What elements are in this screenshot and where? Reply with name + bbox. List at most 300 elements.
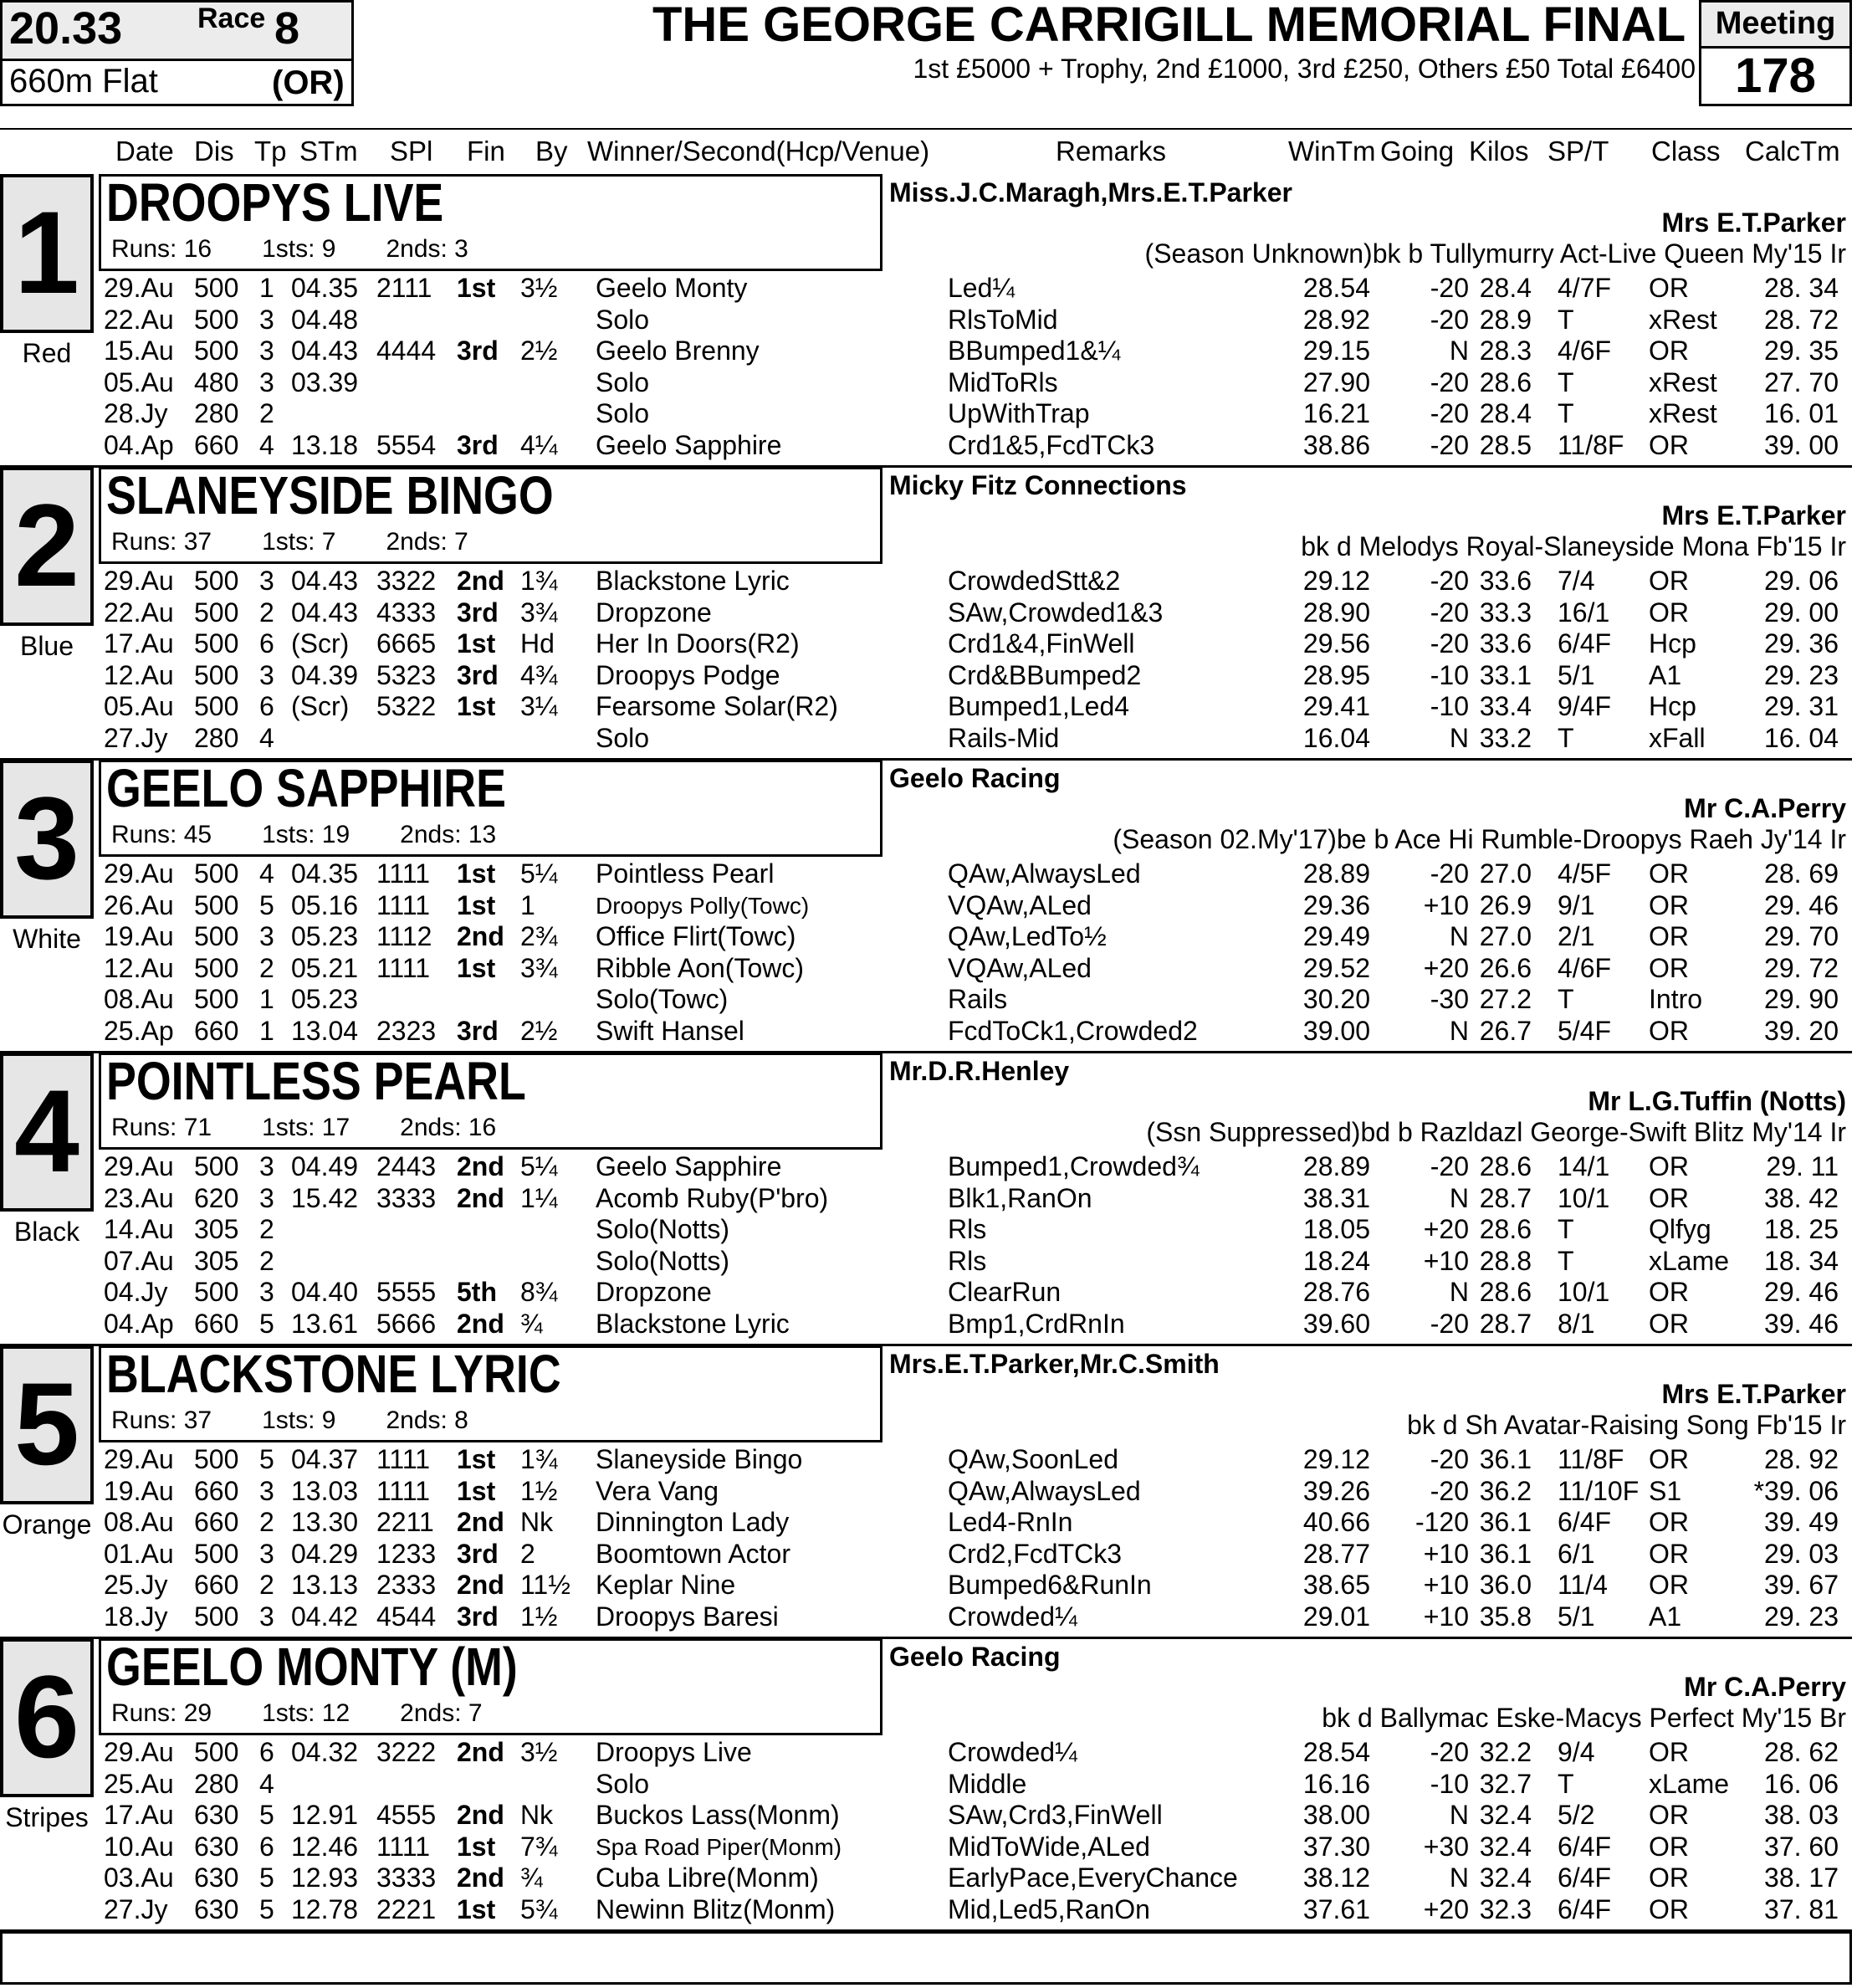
form-date: 15.Au — [104, 336, 174, 366]
record-firsts: 1sts: 9 — [262, 235, 336, 263]
form-positions: 3222 — [376, 1737, 437, 1767]
runner-record — [111, 528, 519, 556]
form-kilos: 28.6 — [1479, 1214, 1532, 1244]
form-positions: 3333 — [376, 1862, 437, 1893]
form-by: 3¾ — [520, 952, 558, 983]
form-finish: 1st — [457, 1444, 496, 1474]
form-trap: 3 — [259, 921, 274, 951]
form-distance: 500 — [194, 889, 239, 920]
form-win-time: 38.12 — [1302, 1862, 1370, 1893]
form-by: 1½ — [520, 1601, 558, 1632]
form-sectional: 05.23 — [291, 921, 359, 951]
form-positions: 5554 — [376, 429, 437, 460]
form-winner: Fearsome Solar(R2) — [596, 691, 838, 721]
form-kilos: 28.8 — [1479, 1245, 1532, 1276]
form-by: Nk — [520, 1507, 554, 1537]
form-trap: 3 — [259, 566, 274, 596]
form-class: A1 — [1649, 1601, 1682, 1632]
form-going: N — [1449, 722, 1469, 753]
form-going: -10 — [1430, 691, 1469, 721]
form-calc-time: 29. 90 — [1764, 984, 1839, 1014]
form-sp: T — [1558, 398, 1574, 428]
race-info-box — [0, 0, 354, 106]
form-going: N — [1449, 1015, 1469, 1046]
form-going: -20 — [1430, 366, 1469, 397]
form-kilos: 36.0 — [1479, 1570, 1532, 1600]
hdr-stm: STm — [299, 136, 358, 167]
form-sectional: 04.49 — [291, 1151, 359, 1181]
trap-colour: Orange — [2, 1509, 92, 1540]
form-sp: 14/1 — [1558, 1151, 1610, 1181]
form-remarks: FcdToCk1,Crowded2 — [948, 1015, 1198, 1046]
form-date: 01.Au — [104, 1538, 174, 1569]
form-distance: 500 — [194, 1444, 239, 1474]
form-sp: 5/1 — [1558, 659, 1595, 690]
record-firsts: 1sts: 19 — [262, 821, 350, 848]
form-by: Nk — [520, 1800, 554, 1830]
form-sp: 4/6F — [1558, 336, 1612, 366]
form-date: 29.Au — [104, 566, 174, 596]
form-by: 3¾ — [520, 597, 558, 628]
form-by: 2¾ — [520, 921, 558, 951]
form-calc-time: 16. 01 — [1764, 398, 1839, 428]
form-sp: T — [1558, 1214, 1574, 1244]
trap-colour: White — [13, 924, 81, 954]
form-calc-time: 29. 23 — [1764, 1601, 1839, 1632]
form-by: 4¾ — [520, 659, 558, 690]
form-by: 7¾ — [520, 1831, 558, 1862]
form-kilos: 32.4 — [1479, 1862, 1532, 1893]
form-kilos: 36.1 — [1479, 1538, 1532, 1569]
runner-record — [111, 821, 546, 849]
form-class: OR — [1649, 952, 1689, 983]
form-sectional: 05.23 — [291, 984, 359, 1014]
form-remarks: CrowdedStt&2 — [948, 566, 1121, 596]
form-by: 3½ — [520, 1737, 558, 1767]
form-distance: 305 — [194, 1214, 239, 1244]
form-sectional: 04.43 — [291, 336, 359, 366]
form-date: 19.Au — [104, 1475, 174, 1506]
form-finish: 1st — [457, 858, 496, 889]
form-date: 14.Au — [104, 1214, 174, 1244]
form-going: N — [1449, 921, 1469, 951]
form-class: xLame — [1649, 1768, 1730, 1799]
form-positions: 1112 — [376, 921, 432, 951]
form-going: -20 — [1430, 429, 1469, 460]
form-trap: 3 — [259, 366, 274, 397]
form-distance: 630 — [194, 1862, 239, 1893]
form-win-time: 29.12 — [1302, 566, 1370, 596]
form-distance: 500 — [194, 952, 239, 983]
form-trap: 2 — [259, 1570, 274, 1600]
record-runs: Runs: 37 — [111, 1406, 212, 1434]
form-finish: 1st — [457, 691, 496, 721]
form-calc-time: 29. 46 — [1764, 1277, 1839, 1307]
form-date: 29.Au — [104, 858, 174, 889]
form-positions: 2221 — [376, 1893, 437, 1924]
record-seconds: 2nds: 13 — [400, 821, 497, 848]
form-calc-time: 38. 03 — [1764, 1800, 1839, 1830]
runner-owner: Geelo Racing — [889, 1642, 1061, 1672]
form-finish: 2nd — [457, 1507, 504, 1537]
hdr-kilos: Kilos — [1469, 136, 1529, 167]
race-distance: 660m Flat — [9, 63, 158, 100]
form-class: OR — [1649, 1151, 1689, 1181]
form-date: 08.Au — [104, 1507, 174, 1537]
form-sectional: 05.21 — [291, 952, 359, 983]
form-sectional: 13.61 — [291, 1308, 359, 1339]
form-date: 07.Au — [104, 1245, 174, 1276]
form-kilos: 33.4 — [1479, 691, 1532, 721]
form-trap: 3 — [259, 1601, 274, 1632]
form-class: xRest — [1649, 366, 1717, 397]
form-positions: 2211 — [376, 1507, 434, 1537]
form-calc-time: 39. 46 — [1764, 1308, 1839, 1339]
form-sectional: 04.32 — [291, 1737, 359, 1767]
record-seconds: 2nds: 16 — [400, 1114, 497, 1141]
form-sp: 5/1 — [1558, 1601, 1595, 1632]
form-sectional: 04.39 — [291, 659, 359, 690]
form-kilos: 26.9 — [1479, 889, 1532, 920]
form-distance: 500 — [194, 304, 239, 335]
form-remarks: Bumped1,Led4 — [948, 691, 1130, 721]
runner-trainer: Mrs E.T.Parker — [1661, 500, 1846, 530]
form-date: 12.Au — [104, 952, 174, 983]
form-sectional: 04.42 — [291, 1601, 359, 1632]
form-going: -120 — [1414, 1507, 1469, 1537]
runner-breeding: (Ssn Suppressed)bd b Razldazl George-Swift Blitz My'14 Ir — [1146, 1117, 1846, 1147]
form-positions: 2323 — [376, 1015, 437, 1046]
form-win-time: 38.86 — [1302, 429, 1370, 460]
form-class: OR — [1649, 566, 1689, 596]
form-date: 27.Jy — [104, 722, 168, 753]
form-trap: 1 — [259, 273, 274, 303]
form-date: 08.Au — [104, 984, 174, 1014]
form-distance: 280 — [194, 722, 239, 753]
form-win-time: 16.16 — [1302, 1768, 1370, 1799]
form-finish: 2nd — [457, 1737, 504, 1767]
form-sp: 11/8F — [1558, 429, 1624, 460]
runner-owner: Miss.J.C.Maragh,Mrs.E.T.Parker — [889, 177, 1292, 208]
form-win-time: 16.21 — [1302, 398, 1370, 428]
form-date: 03.Au — [104, 1862, 174, 1893]
form-winner: Solo — [596, 366, 650, 397]
form-sp: 6/4F — [1558, 1893, 1612, 1924]
form-class: OR — [1649, 1538, 1689, 1569]
form-going: +10 — [1423, 1538, 1469, 1569]
runner-owner: Mrs.E.T.Parker,Mr.C.Smith — [889, 1349, 1220, 1379]
form-remarks: Bumped1,Crowded¾ — [948, 1151, 1200, 1181]
footer-box — [0, 1931, 1852, 1985]
form-by: ¾ — [520, 1862, 543, 1893]
runner-name: GEELO MONTY (M) — [106, 1637, 518, 1697]
form-win-time: 28.54 — [1302, 273, 1370, 303]
form-winner: Solo — [596, 1768, 650, 1799]
form-win-time: 38.65 — [1302, 1570, 1370, 1600]
form-distance: 500 — [194, 273, 239, 303]
race-time-row — [3, 3, 351, 61]
form-by: 1¾ — [520, 1444, 558, 1474]
form-remarks: RlsToMid — [948, 304, 1058, 335]
form-win-time: 39.26 — [1302, 1475, 1370, 1506]
runner-breeding: bk d Sh Avatar-Raising Song Fb'15 Ir — [1407, 1410, 1846, 1440]
form-calc-time: 29. 72 — [1764, 952, 1839, 983]
form-trap: 5 — [259, 1862, 274, 1893]
form-finish: 1st — [457, 1893, 496, 1924]
form-by: 11½ — [520, 1570, 570, 1600]
form-sp: 11/8F — [1558, 1444, 1624, 1474]
runner-owner: Geelo Racing — [889, 763, 1061, 793]
form-winner: Droopys Podge — [596, 659, 780, 690]
form-sectional: 04.29 — [291, 1538, 359, 1569]
form-class: OR — [1649, 858, 1689, 889]
form-calc-time: 29. 70 — [1764, 921, 1839, 951]
form-win-time: 30.20 — [1302, 984, 1370, 1014]
form-finish: 2nd — [457, 1800, 504, 1830]
form-kilos: 28.3 — [1479, 336, 1532, 366]
form-trap: 2 — [259, 398, 274, 428]
form-positions: 4544 — [376, 1601, 437, 1632]
form-finish: 3rd — [457, 1015, 499, 1046]
form-finish: 3rd — [457, 659, 499, 690]
form-positions: 4444 — [376, 336, 437, 366]
form-sp: 6/4F — [1558, 1507, 1612, 1537]
runner-trainer: Mrs E.T.Parker — [1661, 1379, 1846, 1409]
form-positions: 5555 — [376, 1277, 437, 1307]
form-by: 1¼ — [520, 1182, 558, 1213]
form-calc-time: 18. 25 — [1764, 1214, 1839, 1244]
form-date: 10.Au — [104, 1831, 174, 1862]
form-trap: 2 — [259, 597, 274, 628]
form-finish: 3rd — [457, 597, 499, 628]
form-winner: Her In Doors(R2) — [596, 628, 800, 658]
form-class: OR — [1649, 1893, 1689, 1924]
form-winner: Droopys Live — [596, 1737, 752, 1767]
record-seconds: 2nds: 8 — [386, 1406, 468, 1434]
form-by: 4¼ — [520, 429, 558, 460]
form-remarks: Bumped6&RunIn — [948, 1570, 1152, 1600]
form-positions: 2111 — [376, 273, 432, 303]
form-winner: Blackstone Lyric — [596, 1308, 790, 1339]
form-distance: 500 — [194, 1601, 239, 1632]
form-going: N — [1449, 1277, 1469, 1307]
form-going: N — [1449, 1862, 1469, 1893]
form-by: 2 — [520, 1538, 535, 1569]
form-remarks: Rls — [948, 1245, 987, 1276]
form-calc-time: 37. 60 — [1764, 1831, 1839, 1862]
hdr-wintm: WinTm — [1288, 136, 1376, 167]
form-distance: 630 — [194, 1893, 239, 1924]
form-date: 12.Au — [104, 659, 174, 690]
form-sp: 5/2 — [1558, 1800, 1595, 1830]
form-going: -20 — [1430, 1444, 1469, 1474]
form-date: 04.Ap — [104, 429, 174, 460]
form-sp: T — [1558, 984, 1574, 1014]
form-kilos: 36.2 — [1479, 1475, 1532, 1506]
runner-record — [111, 1406, 519, 1435]
form-going: N — [1449, 336, 1469, 366]
form-sectional: 13.18 — [291, 429, 359, 460]
form-sectional: 04.37 — [291, 1444, 359, 1474]
form-finish: 1st — [457, 1475, 496, 1506]
form-calc-time: 29. 11 — [1766, 1151, 1839, 1181]
trap-number-box: 4 — [0, 1053, 94, 1212]
form-class: OR — [1649, 1570, 1689, 1600]
form-remarks: SAw,Crd3,FinWell — [948, 1800, 1163, 1830]
record-seconds: 2nds: 7 — [386, 528, 468, 556]
form-by: 1 — [520, 889, 535, 920]
form-winner: Blackstone Lyric — [596, 566, 790, 596]
form-winner: Cuba Libre(Monm) — [596, 1862, 819, 1893]
form-kilos: 32.4 — [1479, 1800, 1532, 1830]
form-calc-time: 28. 34 — [1764, 273, 1839, 303]
form-distance: 280 — [194, 398, 239, 428]
form-distance: 500 — [194, 659, 239, 690]
form-sp: 4/7F — [1558, 273, 1612, 303]
form-class: Qlfyg — [1649, 1214, 1711, 1244]
form-kilos: 32.2 — [1479, 1737, 1532, 1767]
form-distance: 500 — [194, 984, 239, 1014]
form-by: 3¼ — [520, 691, 558, 721]
form-positions: 4333 — [376, 597, 437, 628]
runner-name-box — [99, 467, 882, 564]
form-remarks: MidToWide,ALed — [948, 1831, 1150, 1862]
form-kilos: 27.0 — [1479, 858, 1532, 889]
form-kilos: 28.9 — [1479, 304, 1532, 335]
trap-number-box: 6 — [0, 1638, 94, 1797]
form-winner: Dropzone — [596, 1277, 712, 1307]
form-by: 2½ — [520, 336, 558, 366]
form-class: OR — [1649, 1862, 1689, 1893]
record-firsts: 1sts: 7 — [262, 528, 336, 556]
form-class: xFall — [1649, 722, 1706, 753]
form-calc-time: 29. 23 — [1764, 659, 1839, 690]
form-sp: 11/10F — [1558, 1475, 1640, 1506]
form-trap: 4 — [259, 722, 274, 753]
form-kilos: 35.8 — [1479, 1601, 1532, 1632]
form-date: 17.Au — [104, 1800, 174, 1830]
form-win-time: 28.89 — [1302, 858, 1370, 889]
form-by: Hd — [520, 628, 555, 658]
runner-name-box — [99, 1053, 882, 1150]
record-runs: Runs: 29 — [111, 1699, 212, 1727]
form-class: xRest — [1649, 304, 1717, 335]
form-winner: Solo(Towc) — [596, 984, 729, 1014]
runner-breeding: (Season 02.My'17)be b Ace Hi Rumble-Droopys Raeh Jy'14 Ir — [1113, 824, 1846, 854]
form-remarks: Bmp1,CrdRnIn — [948, 1308, 1125, 1339]
form-kilos: 28.6 — [1479, 1151, 1532, 1181]
form-finish: 1st — [457, 952, 496, 983]
form-going: -20 — [1430, 1151, 1469, 1181]
form-going: N — [1449, 1800, 1469, 1830]
race-title: THE GEORGE CARRIGILL MEMORIAL FINAL — [652, 0, 1686, 52]
form-by: 2½ — [520, 1015, 558, 1046]
form-positions: 1111 — [376, 1475, 431, 1506]
form-sectional: 12.46 — [291, 1831, 359, 1862]
record-seconds: 2nds: 3 — [386, 235, 468, 263]
form-win-time: 28.76 — [1302, 1277, 1370, 1307]
form-distance: 660 — [194, 1507, 239, 1537]
form-calc-time: 18. 34 — [1764, 1245, 1839, 1276]
form-sp: 9/1 — [1558, 889, 1595, 920]
form-calc-time: 28. 72 — [1764, 304, 1839, 335]
form-win-time: 29.56 — [1302, 628, 1370, 658]
runner-record — [111, 1114, 546, 1142]
form-class: OR — [1649, 1015, 1689, 1046]
hdr-winner: Winner/Second(Hcp/Venue) — [587, 136, 930, 167]
form-winner: Ribble Aon(Towc) — [596, 952, 804, 983]
runner-trainer: Mr C.A.Perry — [1684, 1672, 1846, 1702]
form-trap: 4 — [259, 429, 274, 460]
record-seconds: 2nds: 7 — [400, 1699, 483, 1727]
form-winner: Dropzone — [596, 597, 712, 628]
form-class: OR — [1649, 1831, 1689, 1862]
form-sp: T — [1558, 1768, 1574, 1799]
form-going: -20 — [1430, 566, 1469, 596]
runner-name: BLACKSTONE LYRIC — [106, 1344, 561, 1404]
form-win-time: 39.00 — [1302, 1015, 1370, 1046]
form-trap: 2 — [259, 1245, 274, 1276]
form-class: Hcp — [1649, 691, 1696, 721]
trap-number-box: 5 — [0, 1345, 94, 1504]
form-kilos: 33.2 — [1479, 722, 1532, 753]
form-calc-time: 28. 69 — [1764, 858, 1839, 889]
form-remarks: Led¼ — [948, 273, 1015, 303]
form-winner: Droopys Polly(Towc) — [596, 892, 810, 919]
form-sp: 2/1 — [1558, 921, 1595, 951]
form-finish: 1st — [457, 889, 496, 920]
form-remarks: EarlyPace,EveryChance — [948, 1862, 1238, 1893]
form-distance: 660 — [194, 1570, 239, 1600]
form-remarks: Crd1&4,FinWell — [948, 628, 1135, 658]
form-finish: 2nd — [457, 1862, 504, 1893]
form-sectional: 04.35 — [291, 273, 359, 303]
form-date: 27.Jy — [104, 1893, 168, 1924]
runner-record — [111, 1699, 533, 1728]
form-date: 25.Ap — [104, 1015, 174, 1046]
form-winner: Solo(Notts) — [596, 1245, 730, 1276]
trap-number-box: 1 — [0, 174, 94, 333]
form-sectional: 13.04 — [291, 1015, 359, 1046]
form-remarks: ClearRun — [948, 1277, 1062, 1307]
form-trap: 3 — [259, 1151, 274, 1181]
form-kilos: 28.6 — [1479, 1277, 1532, 1307]
form-winner: Dinnington Lady — [596, 1507, 790, 1537]
form-going: -10 — [1430, 659, 1469, 690]
form-win-time: 18.05 — [1302, 1214, 1370, 1244]
form-kilos: 32.3 — [1479, 1893, 1532, 1924]
race-number: 8 — [274, 3, 300, 54]
form-positions: 3322 — [376, 566, 437, 596]
form-kilos: 28.5 — [1479, 429, 1532, 460]
form-positions: 3333 — [376, 1182, 437, 1213]
form-going: -20 — [1430, 1475, 1469, 1506]
form-winner: Geelo Sapphire — [596, 1151, 782, 1181]
form-calc-time: 29. 35 — [1764, 336, 1839, 366]
record-firsts: 1sts: 17 — [262, 1114, 350, 1141]
form-going: +30 — [1423, 1831, 1469, 1862]
form-trap: 3 — [259, 336, 274, 366]
form-class: Intro — [1649, 984, 1703, 1014]
form-sectional: 03.39 — [291, 366, 359, 397]
hdr-going: Going — [1380, 136, 1455, 167]
form-winner: Droopys Baresi — [596, 1601, 779, 1632]
form-calc-time: 27. 70 — [1764, 366, 1839, 397]
form-kilos: 28.4 — [1479, 398, 1532, 428]
form-class: OR — [1649, 1444, 1689, 1474]
form-calc-time: 37. 81 — [1764, 1893, 1839, 1924]
form-distance: 500 — [194, 691, 239, 721]
